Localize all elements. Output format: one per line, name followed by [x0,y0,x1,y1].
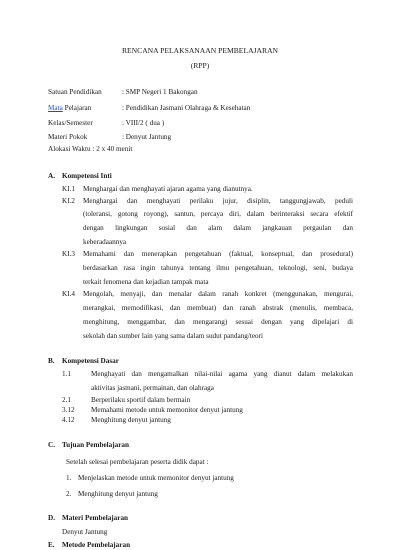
section-d-letter: D. [48,514,55,522]
identity-time-allocation: Alokasi Waktu : 2 x 40 menit [48,145,133,153]
identity-value-school: : SMP Negeri 1 Bakongan [122,88,198,96]
kd-line: Menghayati dan mengamalkan nilai-nilai agama yang dianut dalam melakukan [91,370,353,378]
document-subtitle: (RPP) [190,61,210,70]
section-a-letter: A. [48,172,55,180]
tujuan-intro: Setelah selesai pembelajaran peserta didik dapat : [66,458,209,466]
identity-label-topic: Materi Pokok [48,133,88,141]
tujuan-number: 2. [66,490,72,498]
ki-line: sekolah dan sumber lain yang sama dalam sudut pandang/teori [83,332,264,340]
ki-line: menghitung, menggambar, dan mengarang) sesuai dengan yang dipelajari di [83,318,353,326]
section-e-title: Metode Pembelajaran [62,541,131,549]
identity-value-class: : VIII/2 ( dua ) [122,119,165,127]
kd-code: 3.12 [62,406,75,414]
section-d-title: Materi Pembelajaran [62,514,129,522]
section-c-title: Tujuan Pembelajaran [62,441,130,449]
ki-line: Menghargai dan menghayati perilaku jujur, disiplin, tanggungjawab, peduli [83,197,353,205]
kd-line: Menghitung denyut jantung [91,416,171,424]
ki-line: Menghargai dan menghayati ajaran agama yang dianutnya. [83,185,253,193]
identity-label-subject: Mata Pelajaran [48,104,92,112]
ki-code: KI.4 [62,290,75,298]
kd-line: Memahami metode untuk memonitor denyut jantung [91,406,243,414]
identity-label-school: Satuan Pendidikan [48,88,102,96]
materi-text: Denyut Jantung [62,528,108,536]
ki-code: KI.3 [62,250,75,258]
ki-line: Mengolah, menyaji, dan menalar dalam ranah konkret (menggunakan, mengurai, [83,290,353,298]
ki-line: dengan lingkungan sosial dan alam dalam jangkauan pergaulan dan [83,224,353,232]
ki-line: Memahami dan menerapkan pengetahuan (faktual, konseptual, dan prosedural) [83,250,353,258]
kd-code: 4.12 [62,416,75,424]
section-b-title: Kompetensi Dasar [62,357,119,365]
section-e-letter: E. [48,541,55,549]
identity-value-topic: : Denyut Jantung [122,133,172,141]
ki-line: berdasarkan rasa ingin tahunya tentang ilmu pengetahuan, teknologi, seni, budaya [83,264,353,272]
section-a-title: Kompetensi Inti [62,172,112,180]
mata-link[interactable]: Mata [48,104,63,112]
ki-line: terkait fenomena dan kejadian tampak mata [83,278,209,286]
tujuan-item: Menghitung denyut jantung [78,490,158,498]
ki-code: KI.2 [62,197,75,205]
ki-line: (toleransi, gotong royong), santun, percaya diri, dalam berinteraksi secara efektif [83,210,353,218]
kd-line: aktivitas jasmani, permainan, dan olahraga [91,384,214,392]
ki-line: keberadaannya [83,238,127,246]
tujuan-number: 1. [66,474,72,482]
kd-code: 2.1 [62,396,71,404]
kd-line: Berperilaku sportif dalam bermain [91,396,191,404]
ki-line: merangkai, memodifikasi, dan membuat) dan ranah abstrak (menulis, membaca, [83,304,353,312]
kd-code: 1.1 [62,370,71,378]
identity-label-class: Kelas/Semester [48,119,93,127]
section-b-letter: B. [48,357,55,365]
document-title: RENCANA PELAKSANAAN PEMBELAJARAN [121,46,279,55]
section-c-letter: C. [48,441,55,449]
ki-code: KI.1 [62,185,75,193]
tujuan-item: Menjelaskan metode untuk memonitor denyut jantung [78,474,234,482]
identity-value-subject: : Pendidikan Jasmani Olahraga & Kesehatan [122,104,251,112]
